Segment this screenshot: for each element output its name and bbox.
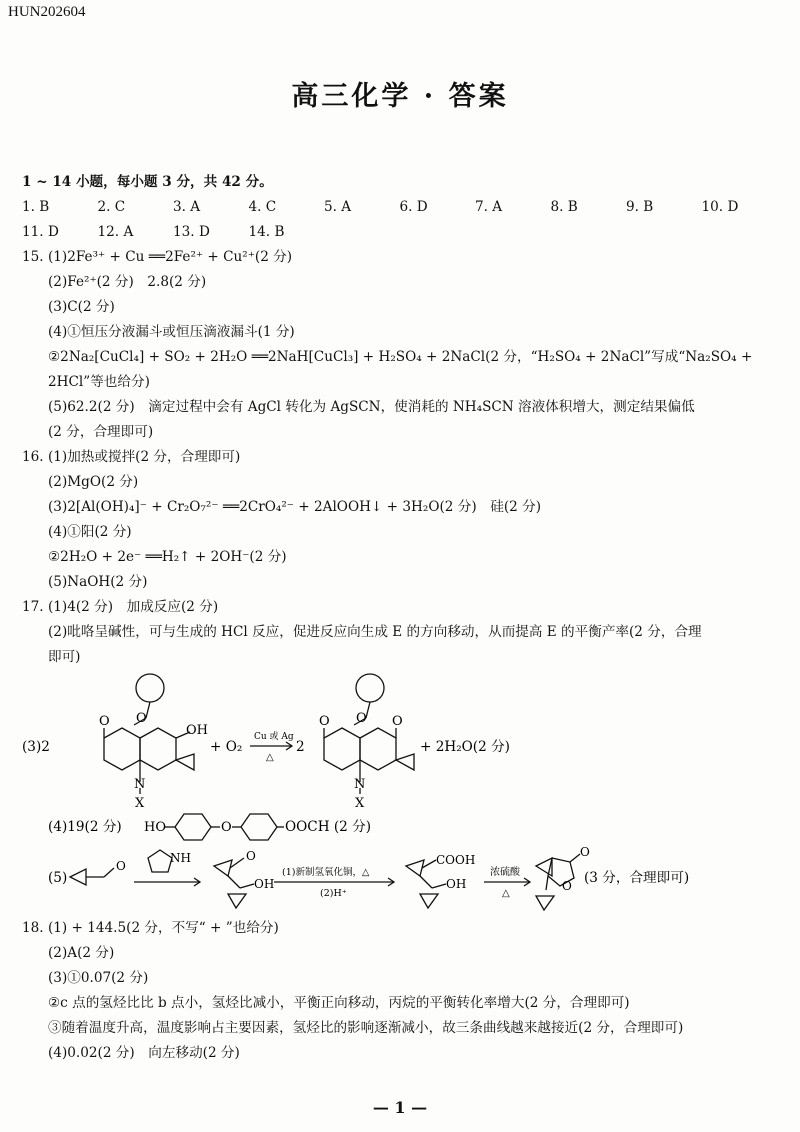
reagent-o2: + O₂ [210,739,243,755]
cyclopropane-ring [70,869,86,885]
q18-line: ③随着温度升高，温度影响占主要因素，氢烃比的影响逐渐减小，故三条曲线越来越接近(2 分，合理即可) [48,1020,684,1036]
cyclopropane-ring [396,754,414,770]
q18-line: ②c 点的氢烃比比 b 点小，氢烃比减小，平衡正向移动，丙烷的平衡转化率增大(2 分，合理即可) [48,995,630,1011]
atom-o: O [356,711,367,726]
step-1-reagent: (1)新制氢氧化铜，△ [282,867,370,878]
benzene-ring [241,814,277,840]
q15-line: (5)62.2(2 分) 滴定过程中会有 AgCl 转化为 AgSCN，使消耗的 NH₄SCN 溶液体积增大，测定结果偏低 [48,399,695,415]
atom-ho: HO [144,820,166,835]
step-1-acid: (2)H⁺ [320,888,347,899]
mc-row-1 [22,195,782,220]
atom-o: O [136,711,147,726]
answer-body [22,170,782,1066]
atom-nh: NH [170,851,191,865]
q16-line: (5)NaOH(2 分) [48,574,148,590]
q17-4-answer: (4)19(2 分) [48,819,122,835]
step-2-heat: △ [502,888,510,899]
eq-tail: + 2H₂O(2 分) [420,739,510,755]
mc-answer: 13. D [173,224,210,240]
q17-4-line [22,810,782,844]
benzene-ring [356,674,384,702]
atom-o: O [221,820,232,835]
atom-o: O [246,849,256,863]
cyclopropane-ring [536,896,554,910]
atom-o: O [99,714,110,729]
atom-n: N [354,777,366,792]
q17-line: 即可) [48,649,81,665]
mc-intro: 1 ~ 14 小题，每小题 3 分，共 42 分。 [22,174,273,190]
q16-line: (3)2[Al(OH)₄]⁻ + Cr₂O₇²⁻ ══2CrO₄²⁻ + 2AlOOH↓ + 3H₂O(2 分) 硅(2 分) [48,499,541,515]
q17-line: (2)吡咯呈碱性，可与生成的 HCl 反应，促进反应向生成 E 的方向移动，从而提高 E 的平衡产率(2 分，合理 [48,624,702,640]
formate-tail: OOCH (2 分) [285,819,372,835]
q16-line: 16. (1)加热或搅拌(2 分，合理即可) [22,449,241,465]
q16-line: (4)①阳(2 分) [48,524,132,540]
atom-o: O [116,859,126,873]
q15-line: (2)Fe²⁺(2 分) 2.8(2 分) [48,274,207,290]
q15-line: 2HCl”等也给分) [48,374,150,390]
atom-o: O [319,714,330,729]
q18-line: (2)A(2 分) [48,945,115,961]
q17-5-route [22,844,782,916]
atom-n: N [134,777,146,792]
synthesis-route [22,844,782,916]
q17-line: 17. (1)4(2 分) 加成反应(2 分) [22,599,219,615]
mc-answer: 9. B [626,199,654,215]
cyclopropane-ring [420,894,438,908]
mc-answer: 5. A [324,199,352,215]
page-title: 高三化学 · 答案 [291,81,509,112]
exam-code: HUN202604 [8,4,86,20]
piperidine-ring [360,728,396,770]
cyclopropane-ring [406,860,424,876]
mc-answer: 4. C [248,199,277,215]
q18-line: 18. (1) + 144.5(2 分，不写“ + ”也给分) [22,920,279,936]
atom-oh: OH [186,723,208,738]
q18-line: (4)0.02(2 分) 向左移动(2 分) [48,1045,240,1061]
piperidine-ring [140,728,176,770]
mc-answer: 8. B [550,199,578,215]
pyridinone-ring [324,728,360,770]
mc-answer: 11. D [22,224,59,240]
mc-answer: 7. A [475,199,503,215]
q15-line: (3)C(2 分) [48,299,115,315]
mc-answer: 10. D [701,199,739,215]
cyclopropane-ring [214,860,232,876]
mc-row-2 [22,220,782,245]
atom-cooh: COOH [436,853,476,867]
pyridinone-ring [104,728,140,770]
q15-line: (2 分，合理即可) [48,424,154,440]
step-2-reagent: 浓硫酸 [490,867,520,878]
q16-line: (2)MgO(2 分) [48,474,139,490]
atom-x: X [135,796,145,810]
pyrrole-ring [148,850,172,872]
cyclopropane-ring [176,754,194,770]
mc-answer: 6. D [399,199,428,215]
mc-answer: 1. B [22,199,50,215]
q18-line: (3)①0.07(2 分) [48,970,149,986]
q15-line: 15. (1)2Fe³⁺ + Cu ══2Fe²⁺ + Cu²⁺(2 分) [22,249,293,265]
benzene-ring [136,674,164,702]
q17-4-structure [22,810,782,844]
eq-label: (3)2 [22,739,50,755]
atom-o: O [580,845,590,859]
mc-answer: 2. C [97,199,126,215]
q15-line: (4)①恒压分液漏斗或恒压滴液漏斗(1 分) [48,324,295,340]
mc-answer: 14. B [248,224,285,240]
atom-o: O [392,714,403,729]
mc-answer: 3. A [173,199,201,215]
atom-oh: OH [446,877,467,891]
q16-line: ②2H₂O + 2e⁻ ══H₂↑ + 2OH⁻(2 分) [48,549,287,565]
q17-3-scheme [22,670,782,810]
benzene-ring [175,814,211,840]
reaction-scheme-3 [22,670,782,810]
condition-heat: △ [266,752,274,763]
page-number: — 1 — [372,1098,428,1117]
route-tail: (3 分，合理即可) [584,870,690,886]
atom-x: X [355,796,365,810]
condition-catalyst: Cu 或 Ag [254,732,294,742]
product-coefficient: 2 [296,739,305,755]
atom-o: O [562,879,572,893]
atom-oh: OH [254,877,275,891]
q15-line: ②2Na₂[CuCl₄] + SO₂ + 2H₂O ══2NaH[CuCl₃] + H₂SO₄ + 2NaCl(2 分，“H₂SO₄ + 2NaCl”写成“Na₂SO₄ + [48,349,753,365]
mc-answer: 12. A [97,224,134,240]
route-label: (5) [48,870,68,886]
cyclopropane-ring [228,894,246,908]
